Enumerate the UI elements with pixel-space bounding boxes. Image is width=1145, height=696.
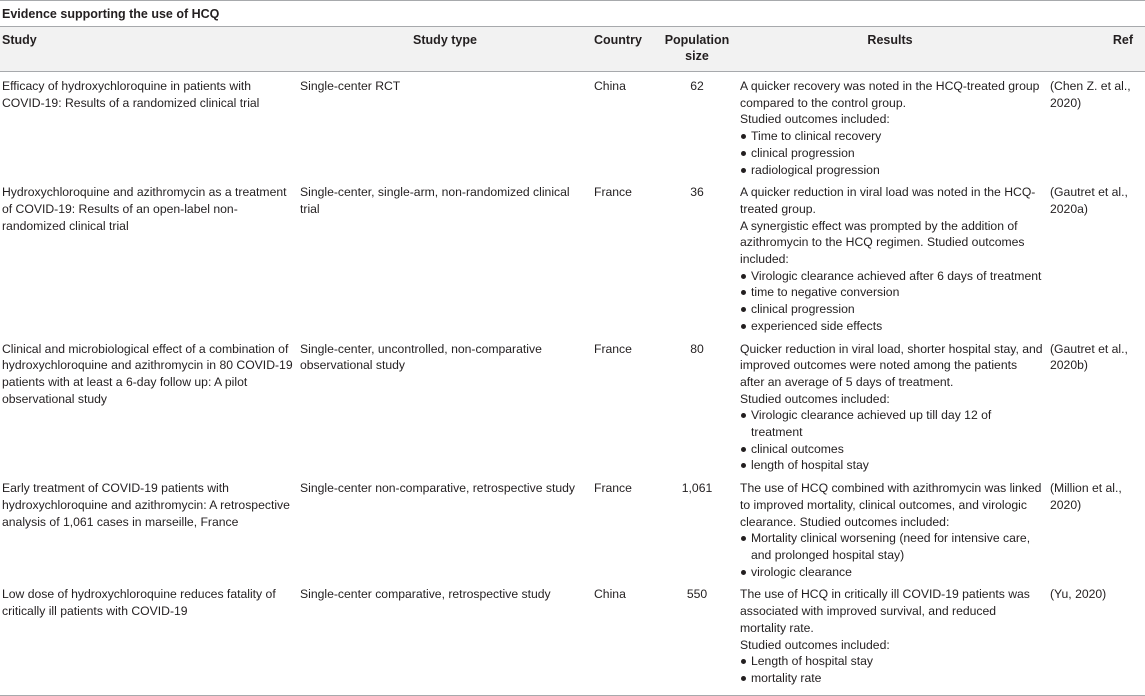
cell-study-type: Single-center RCT: [300, 79, 401, 93]
outcomes-list: [740, 128, 1044, 178]
cell-study: Hydroxychloroquine and azithromycin as a treatment of COVID-19: Results of an open-label non-randomized clinical trial: [2, 185, 287, 233]
cell-population: 36: [690, 185, 704, 200]
cell-population: 1,061: [681, 481, 713, 496]
evidence-table: [0, 27, 1145, 696]
table-row: [0, 335, 1145, 475]
cell-study-type: Single-center comparative, retrospective study: [298, 580, 592, 695]
cell-study: Efficacy of hydroxychloroquine in patients with COVID-19: Results of a randomized clinical trial: [2, 79, 260, 110]
outcome-item: clinical progression: [740, 301, 1044, 318]
cell-population: 550: [660, 580, 734, 695]
cell-ref: (Chen Z. et al., 2020): [1050, 79, 1131, 110]
outcome-item: Length of hospital stay: [740, 653, 1044, 670]
results-text: The use of HCQ combined with azithromycin was linked to improved mortality, clinical outcomes, and virologic clearance. Studied outcomes included:: [740, 481, 1042, 529]
table-row: [0, 580, 1145, 695]
header-ref: Ref: [1046, 27, 1145, 72]
header-population-line2: size: [685, 49, 709, 63]
cell-population: 80: [690, 341, 704, 356]
cell-country: China: [592, 580, 660, 695]
cell-results: [734, 178, 1046, 334]
outcome-item: mortality rate: [740, 670, 1044, 687]
results-text: Quicker reduction in viral load, shorter hospital stay, and improved outcomes were noted among the patients after an average of 5 days of treatment.: [740, 341, 1043, 389]
cell-results: [734, 474, 1046, 580]
cell-study-type: Single-center non-comparative, retrospective study: [300, 481, 576, 496]
cell-study: Clinical and microbiological effect of a combination of hydroxychloroquine and azithromycin in 80 COVID-19 patients with at least a 6-day follow up: A pilot observational study: [2, 341, 293, 406]
outcomes-list: [740, 530, 1044, 580]
outcome-item: experienced side effects: [740, 318, 1044, 335]
results-text: Studied outcomes included:: [740, 637, 890, 652]
outcomes-list: [740, 268, 1044, 335]
cell-country: France: [594, 185, 632, 200]
results-text: A quicker recovery was noted in the HCQ-treated group compared to the control group.: [740, 79, 1040, 110]
header-results: Results: [734, 27, 1046, 72]
outcome-item: length of hospital stay: [740, 457, 1044, 474]
cell-population: 62: [690, 79, 704, 93]
results-text: Studied outcomes included:: [740, 112, 890, 127]
header-study-type: Study type: [298, 27, 592, 72]
table-row: [0, 72, 1145, 179]
header-population-line1: Population: [664, 33, 730, 47]
outcomes-list: [740, 407, 1044, 474]
table-row: [0, 474, 1145, 580]
table-body: [0, 72, 1145, 696]
cell-results: [734, 335, 1046, 475]
header-population: [660, 27, 734, 72]
table-caption: Evidence supporting the use of HCQ: [0, 0, 1145, 27]
outcome-item: clinical outcomes: [740, 441, 1044, 458]
results-text: A synergistic effect was prompted by the addition of azithromycin to the HCQ regimen. Studied outcomes included:: [740, 218, 1025, 267]
cell-country: China: [594, 79, 626, 93]
cell-ref: (Gautret et al., 2020b): [1050, 341, 1128, 373]
table-header-row: [0, 27, 1145, 72]
cell-study: Early treatment of COVID-19 patients with hydroxychloroquine and azithromycin: A retrospective analysis of 1,061 cases in marseille, France: [2, 481, 290, 529]
cell-study: Low dose of hydroxychloroquine reduces fatality of critically ill patients with COVID-19: [0, 580, 298, 695]
cell-results: [734, 580, 1046, 695]
outcome-item: Mortality clinical worsening (need for intensive care, and prolonged hospital stay): [740, 530, 1044, 563]
header-study: Study: [0, 27, 298, 72]
outcome-item: radiological progression: [740, 162, 1044, 179]
outcome-item: Virologic clearance achieved up till day 12 of treatment: [740, 407, 1044, 440]
header-country: Country: [592, 27, 660, 72]
outcome-item: virologic clearance: [740, 564, 1044, 581]
results-text: Studied outcomes included:: [740, 391, 890, 406]
outcome-item: Time to clinical recovery: [740, 128, 1044, 145]
cell-study-type: Single-center, single-arm, non-randomized clinical trial: [300, 185, 570, 216]
cell-ref: (Yu, 2020): [1046, 580, 1145, 695]
cell-country: France: [594, 481, 632, 496]
results-text: A quicker reduction in viral load was noted in the HCQ-treated group.: [740, 185, 1036, 216]
outcome-item: Virologic clearance achieved after 6 days of treatment: [740, 268, 1044, 285]
outcome-item: clinical progression: [740, 145, 1044, 162]
results-text: The use of HCQ in critically ill COVID-19 patients was associated with improved survival, and reduced mortality rate.: [740, 587, 1030, 635]
cell-ref: (Gautret et al., 2020a): [1050, 185, 1128, 216]
cell-ref: (Million et al., 2020): [1050, 481, 1122, 512]
cell-results: [734, 72, 1046, 179]
cell-country: France: [594, 341, 632, 356]
table-row: [0, 178, 1145, 334]
cell-study-type: Single-center, uncontrolled, non-comparative observational study: [300, 341, 542, 373]
outcome-item: time to negative conversion: [740, 284, 1044, 301]
